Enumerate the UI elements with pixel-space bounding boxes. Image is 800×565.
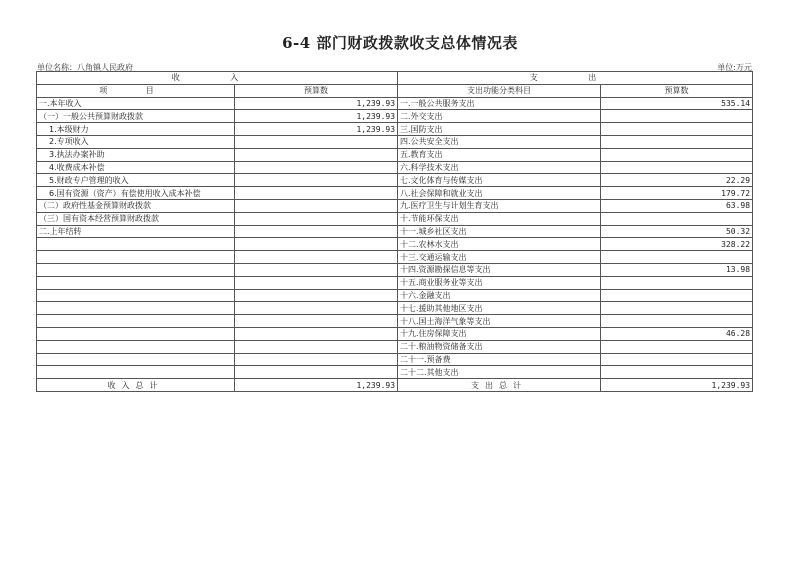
table-row xyxy=(37,263,753,276)
expense-item-cell: 九.医疗卫生与计划生育支出 xyxy=(398,199,601,212)
expense-item-cell: 十六.金融支出 xyxy=(398,289,601,302)
income-item-cell: 5.财政专户管理的收入 xyxy=(37,174,235,187)
expense-item-cell: 二十.粮油物资储备支出 xyxy=(398,340,601,353)
income-value-cell: 1,239.93 xyxy=(235,110,398,123)
table-row xyxy=(37,212,753,225)
income-item-cell xyxy=(37,238,235,251)
table-row xyxy=(37,353,753,366)
expense-item-cell: 六.科学技术支出 xyxy=(398,161,601,174)
table-row xyxy=(37,199,753,212)
income-value-cell xyxy=(235,225,398,238)
expense-value-cell xyxy=(601,366,753,379)
income-item-cell: 4.收费成本补偿 xyxy=(37,161,235,174)
income-value-cell xyxy=(235,161,398,174)
expense-value-cell: 46.28 xyxy=(601,327,753,340)
expense-value-cell: 328.22 xyxy=(601,238,753,251)
table-header-row-sub xyxy=(37,84,753,97)
income-item-cell xyxy=(37,289,235,302)
income-item-cell: 3.执法办案补助 xyxy=(37,148,235,161)
expense-item-cell: 十三.交通运输支出 xyxy=(398,251,601,264)
table-row xyxy=(37,97,753,110)
income-item-cell: 二.上年结转 xyxy=(37,225,235,238)
income-item-cell xyxy=(37,302,235,315)
income-header: 收 入 xyxy=(37,72,398,85)
budget-header: 预算数 xyxy=(235,84,398,97)
income-value-cell xyxy=(235,212,398,225)
item-header: 项 目 xyxy=(37,84,235,97)
income-item-cell xyxy=(37,366,235,379)
income-item-cell: 6.国有资源（资产）有偿使用收入成本补偿 xyxy=(37,187,235,200)
table-row xyxy=(37,315,753,328)
expense-item-cell: 十二.农林水支出 xyxy=(398,238,601,251)
income-value-cell xyxy=(235,174,398,187)
expense-item-cell: 二十一.预备费 xyxy=(398,353,601,366)
expense-value-cell xyxy=(601,148,753,161)
income-item-cell xyxy=(37,340,235,353)
table-row xyxy=(37,276,753,289)
income-value-cell xyxy=(235,340,398,353)
income-value-cell xyxy=(235,353,398,366)
unit-name-label: 单位名称：八角镇人民政府 xyxy=(37,63,133,72)
income-value-cell: 1,239.93 xyxy=(235,123,398,136)
table-row xyxy=(37,148,753,161)
income-value-cell xyxy=(235,315,398,328)
expense-item-cell: 一.一般公共服务支出 xyxy=(398,97,601,110)
table-header-row-top xyxy=(37,72,753,85)
income-value-cell xyxy=(235,289,398,302)
expense-item-cell: 十八.国土海洋气象等支出 xyxy=(398,315,601,328)
income-value-cell xyxy=(235,263,398,276)
income-total-value: 1,239.93 xyxy=(235,379,398,392)
expense-value-cell: 63.98 xyxy=(601,199,753,212)
table-row xyxy=(37,110,753,123)
income-item-cell: 2.专项收入 xyxy=(37,135,235,148)
expense-value-cell: 13.98 xyxy=(601,263,753,276)
income-value-cell xyxy=(235,302,398,315)
expense-item-cell: 八.社会保障和就业支出 xyxy=(398,187,601,200)
expense-item-cell: 十五.商业服务业等支出 xyxy=(398,276,601,289)
income-value-cell xyxy=(235,276,398,289)
totals-row xyxy=(37,379,753,392)
table-row xyxy=(37,238,753,251)
expense-item-cell: 十七.援助其他地区支出 xyxy=(398,302,601,315)
income-value-cell xyxy=(235,238,398,251)
income-item-cell: 1.本级财力 xyxy=(37,123,235,136)
income-value-cell xyxy=(235,199,398,212)
income-value-cell xyxy=(235,148,398,161)
expense-total-label: 支出总计 xyxy=(398,379,601,392)
income-item-cell xyxy=(37,263,235,276)
budget-table xyxy=(36,71,753,392)
income-value-cell xyxy=(235,251,398,264)
expense-value-cell: 22.29 xyxy=(601,174,753,187)
income-item-cell xyxy=(37,276,235,289)
expense-item-cell: 十四.资源勘探信息等支出 xyxy=(398,263,601,276)
table-row xyxy=(37,187,753,200)
table-row xyxy=(37,123,753,136)
expense-value-cell: 179.72 xyxy=(601,187,753,200)
expense-value-cell: 535.14 xyxy=(601,97,753,110)
table-row xyxy=(37,340,753,353)
expense-value-cell xyxy=(601,289,753,302)
expense-value-cell xyxy=(601,340,753,353)
expense-item-cell: 十一.城乡社区支出 xyxy=(398,225,601,238)
expense-item-cell: 五.教育支出 xyxy=(398,148,601,161)
expense-item-cell: 七.文化体育与传媒支出 xyxy=(398,174,601,187)
income-value-cell xyxy=(235,327,398,340)
expense-header: 支 出 xyxy=(398,72,753,85)
income-item-cell: （二）政府性基金预算财政拨款 xyxy=(37,199,235,212)
table-row xyxy=(37,302,753,315)
expense-item-cell: 三.国防支出 xyxy=(398,123,601,136)
page-title: 6-4 部门财政拨款收支总体情况表 xyxy=(282,34,518,52)
income-value-cell xyxy=(235,135,398,148)
expense-item-cell: 四.公共安全支出 xyxy=(398,135,601,148)
expense-value-cell xyxy=(601,161,753,174)
income-value-cell xyxy=(235,187,398,200)
income-item-cell xyxy=(37,327,235,340)
expense-value-cell xyxy=(601,353,753,366)
income-item-cell: （一）一般公共预算财政拨款 xyxy=(37,110,235,123)
expense-item-cell: 十九.住房保障支出 xyxy=(398,327,601,340)
income-total-label: 收入总计 xyxy=(37,379,235,392)
income-item-cell xyxy=(37,251,235,264)
income-item-cell xyxy=(37,353,235,366)
expense-value-cell xyxy=(601,135,753,148)
table-row xyxy=(37,135,753,148)
expense-value-cell xyxy=(601,315,753,328)
table-row xyxy=(37,161,753,174)
table-row xyxy=(37,174,753,187)
expense-value-cell xyxy=(601,276,753,289)
table-row xyxy=(37,327,753,340)
expense-value-cell xyxy=(601,123,753,136)
expense-item-cell: 二十二.其他支出 xyxy=(398,366,601,379)
expense-value-cell xyxy=(601,302,753,315)
table-row xyxy=(37,289,753,302)
budget-header-2: 预算数 xyxy=(601,84,753,97)
table-row xyxy=(37,251,753,264)
expense-total-value: 1,239.93 xyxy=(601,379,753,392)
category-header: 支出功能分类科目 xyxy=(398,84,601,97)
expense-value-cell xyxy=(601,212,753,225)
income-item-cell: 一.本年收入 xyxy=(37,97,235,110)
currency-unit-label: 单位:万元 xyxy=(717,63,752,72)
income-item-cell: （三）国有资本经营预算财政拨款 xyxy=(37,212,235,225)
expense-item-cell: 十.节能环保支出 xyxy=(398,212,601,225)
income-item-cell xyxy=(37,315,235,328)
expense-value-cell: 50.32 xyxy=(601,225,753,238)
table-row xyxy=(37,366,753,379)
expense-value-cell xyxy=(601,110,753,123)
expense-value-cell xyxy=(601,251,753,264)
income-value-cell xyxy=(235,366,398,379)
expense-item-cell: 二.外交支出 xyxy=(398,110,601,123)
table-row xyxy=(37,225,753,238)
income-value-cell: 1,239.93 xyxy=(235,97,398,110)
